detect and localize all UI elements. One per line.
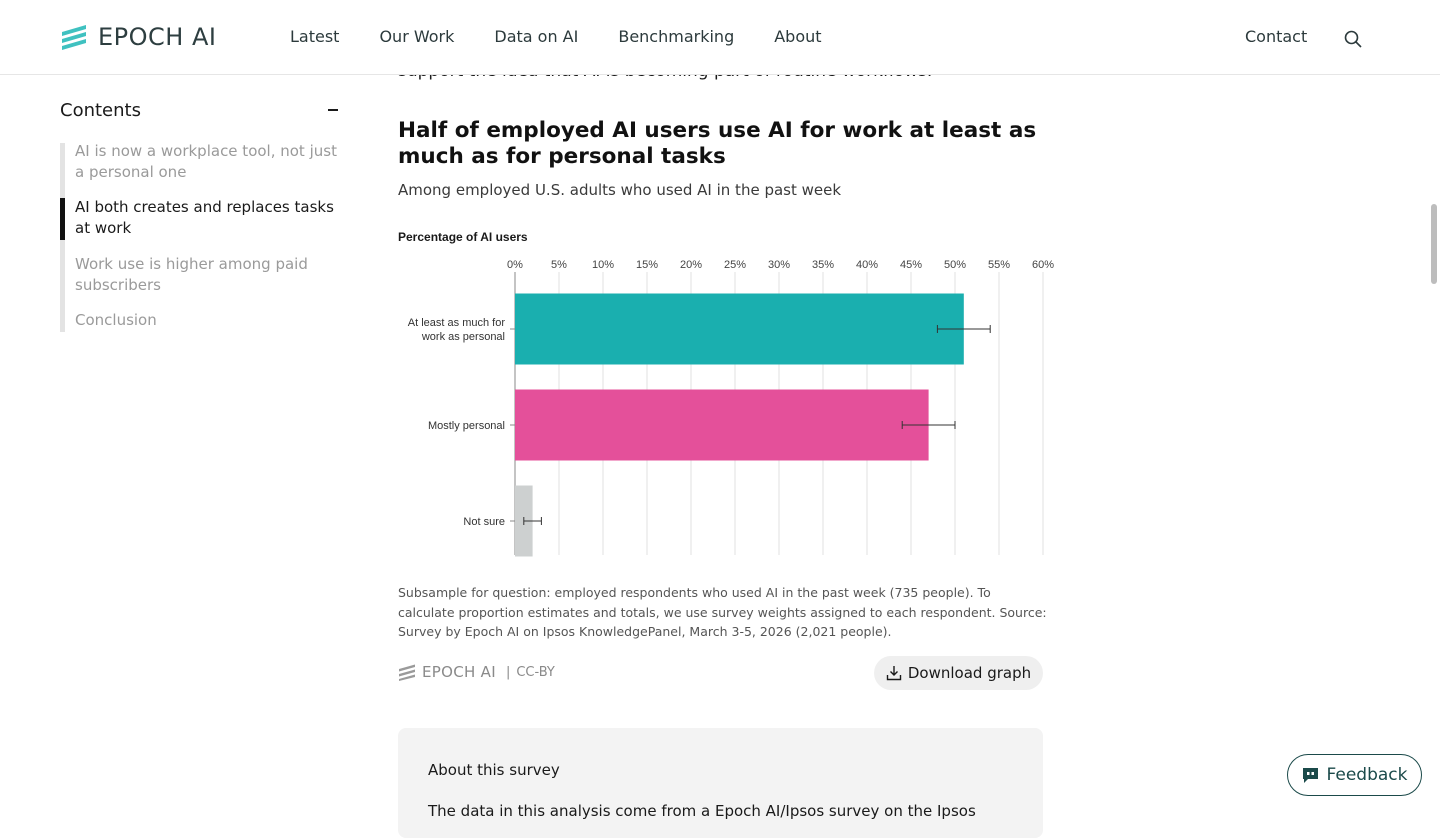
category-label: Mostly personal: [427, 420, 505, 432]
bar: [515, 294, 964, 365]
tick-label: 15%: [635, 259, 659, 271]
nav-our-work[interactable]: Our Work: [379, 27, 455, 46]
toc-title: Contents: [60, 100, 141, 121]
tick-label: 25%: [723, 259, 747, 271]
tick-label: 35%: [811, 259, 835, 271]
toc-item-conclusion[interactable]: Conclusion: [75, 311, 157, 329]
category-label: Not sure: [463, 516, 505, 528]
tick-label: 30%: [767, 259, 791, 271]
license-label: CC-BY: [516, 664, 555, 680]
nav-about[interactable]: About: [774, 27, 822, 46]
feedback-label: Feedback: [1326, 765, 1408, 785]
chart-subtitle: Among employed U.S. adults who used AI in the past week: [398, 181, 842, 199]
footer-separator: |: [505, 664, 511, 680]
toc-item-creates-replaces[interactable]: AI both creates and replaces tasks at work: [75, 198, 334, 237]
toc-active-indicator: [60, 198, 65, 240]
tick-label: 20%: [679, 259, 703, 271]
chat-quote-icon: [1302, 767, 1319, 784]
main-nav: [290, 27, 862, 46]
bar: [515, 390, 929, 461]
tick-label: 50%: [943, 259, 967, 271]
epoch-logo-icon: [60, 24, 88, 50]
bar-chart: [390, 222, 1070, 567]
tick-label: 55%: [987, 259, 1011, 271]
tick-label: 5%: [551, 259, 567, 271]
tick-label: 60%: [1031, 259, 1055, 271]
about-title: About this survey: [428, 761, 560, 779]
tick-label: 0%: [507, 259, 523, 271]
search-icon[interactable]: [1344, 30, 1362, 48]
nav-contact[interactable]: Contact: [1245, 27, 1308, 46]
epoch-ai-logo[interactable]: [60, 22, 216, 52]
tick-label: 45%: [899, 259, 923, 271]
download-icon: [886, 665, 902, 681]
tick-label: 10%: [591, 259, 615, 271]
tick-label: 40%: [855, 259, 879, 271]
nav-latest[interactable]: Latest: [290, 27, 340, 46]
nav-benchmarking[interactable]: Benchmarking: [618, 27, 735, 46]
footer-branding: [398, 663, 555, 681]
chart-note: Subsample for question: employed respondents who used AI in the past week (735 people). To calculate proportion estimates and totals, we use survey weights assigned to each respondent. Source: Survey by Epoch AI on Ipsos KnowledgePanel, March 3-5, 2026 (2,021 people).: [398, 585, 1047, 639]
chart-title: Percentage of AI users: [398, 230, 528, 244]
feedback-button[interactable]: [1287, 754, 1422, 796]
logo-text: EPOCH AI: [98, 23, 217, 51]
toc-item-workplace-tool[interactable]: AI is now a workplace tool, not just a personal one: [75, 142, 337, 181]
about-survey-box: [398, 728, 1043, 838]
category-label: At least as much for work as personal: [407, 317, 505, 343]
epoch-logo-icon-small: [398, 664, 416, 681]
download-label: Download graph: [907, 664, 1032, 682]
about-text: The data in this analysis come from a Epoch AI/Ipsos survey on the Ipsos: [428, 802, 976, 820]
section-heading: Half of employed AI users use AI for work at least as much as for personal tasks: [398, 118, 1037, 169]
footer-logo-text: EPOCH AI: [422, 663, 496, 681]
download-graph-button[interactable]: [874, 656, 1043, 690]
toc-item-paid-subscribers[interactable]: Work use is higher among paid subscribers: [75, 255, 308, 294]
nav-data-on-ai[interactable]: Data on AI: [494, 27, 579, 46]
scrollbar-thumb[interactable]: [1431, 204, 1437, 284]
site-header: [0, 0, 1440, 75]
collapse-icon[interactable]: [328, 109, 338, 111]
